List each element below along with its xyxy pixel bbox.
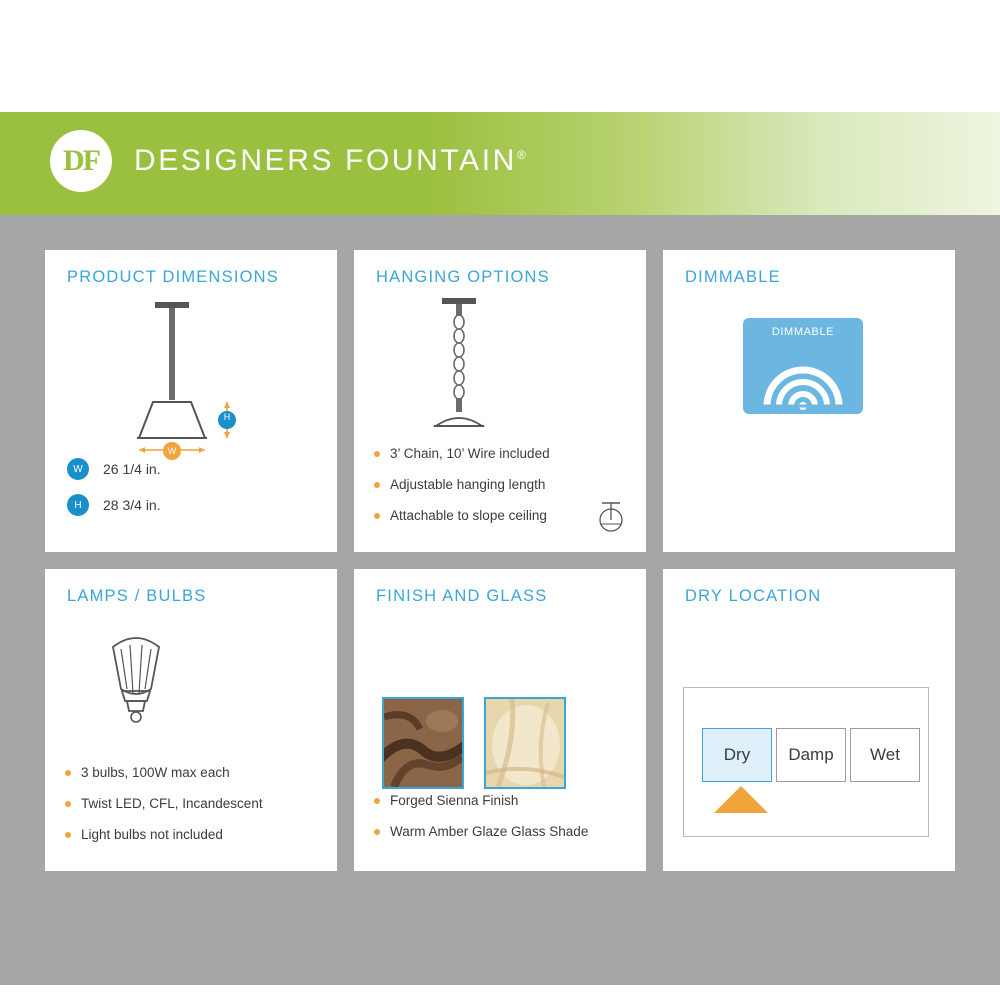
list-item: Forged Sienna Finish [374,793,629,809]
list-item: Warm Amber Glaze Glass Shade [374,824,629,840]
list-item: 3 bulbs, 100W max each [65,765,320,781]
width-value: 26 1/4 in. [103,461,161,477]
list-item: Light bulbs not included [65,827,320,843]
chain-hanging-diagram [390,294,540,442]
selected-location-arrow-icon [714,786,768,813]
hanging-options-list [374,446,629,540]
logo-monogram-icon: DF [50,130,112,192]
list-item: 3’ Chain, 10’ Wire included [374,446,629,462]
brand-name [134,144,526,178]
card-dimmable [663,250,955,552]
card-hanging-options [354,250,646,552]
location-cell-group [702,728,924,782]
dimmable-icon-label: DIMMABLE [771,326,835,338]
glass-swatch-image [484,697,566,789]
location-cell-dry: Dry [702,728,772,782]
width-badge: W [67,458,89,480]
finish-glass-list [374,793,629,855]
height-value: 28 3/4 in. [103,497,161,513]
location-rating-diagram [683,687,929,837]
card-title: FINISH AND GLASS [376,587,548,605]
card-title: DIMMABLE [685,268,781,286]
registered-trademark-icon: ® [516,148,526,162]
lamps-bulbs-list [65,765,320,859]
finish-swatch-image [382,697,464,789]
card-product-dimensions [45,250,337,552]
card-title: PRODUCT DIMENSIONS [67,268,279,286]
location-cell-damp: Damp [776,728,846,782]
dimmable-icon [743,318,863,414]
card-dry-location [663,569,955,871]
height-diagram-badge: H [223,412,231,422]
list-item: Attachable to slope ceiling [374,508,629,524]
card-title: DRY LOCATION [685,587,822,605]
measurement-row-width [67,458,161,480]
card-title: LAMPS / BULBS [67,587,207,605]
brand-name-text: DESIGNERS FOUNTAIN [134,144,517,177]
bulb-icon [91,631,181,741]
measurement-list [67,458,161,530]
card-finish-and-glass [354,569,646,871]
card-lamps-bulbs [45,569,337,871]
brand-logo [50,130,526,192]
list-item: Twist LED, CFL, Incandescent [65,796,320,812]
height-badge: H [67,494,89,516]
list-item: Adjustable hanging length [374,477,629,493]
pendant-dimension-diagram [87,298,287,458]
spec-card-grid [45,250,955,871]
brand-header [0,112,1000,215]
location-cell-wet: Wet [850,728,920,782]
measurement-row-height [67,494,161,516]
slope-ceiling-icon [594,500,628,534]
width-diagram-badge: W [163,442,181,460]
card-title: HANGING OPTIONS [376,268,550,286]
